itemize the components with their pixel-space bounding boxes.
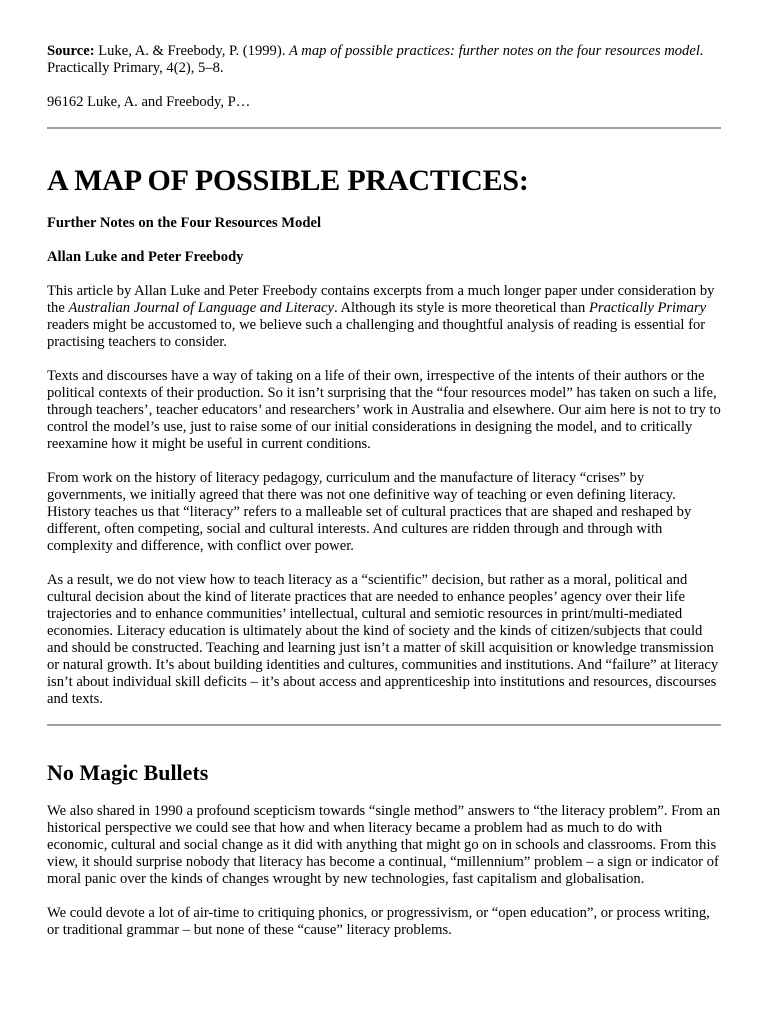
article-subtitle: Further Notes on the Four Resources Model [47, 215, 322, 231]
section-paragraph: We also shared in 1990 a profound scepticism towards “single method” answers to “the literacy problem”. From an historical perspective we could see that how and when literacy became a problem had as much to do with economic, cultural and social change as it did with anything that might go on in schools and classrooms. From this view, it should surprise nobody that literacy has become a continual, “millennium” problem – a sign or indicator of moral panic over the kinds of changes wrought by new technologies, fast capitalism and globalisation. [47, 803, 721, 887]
intro-text-3: readers might be accustomed to, we believe such a challenging and thoughtful analysis of reading is essential for practising teachers to consider. [47, 317, 706, 350]
body-paragraph: As a result, we do not view how to teach literacy as a “scientific” decision, but rather as a moral, political and cultural decision about the kind of literate practices that are needed to enhance peoples’ agency over their life trajectories and to enhance communities’ intellectual, cultural and semiotic resources in print/multi-mediated economies. Literacy education is ultimately about the kind of society and the kinds of citizen/subjects that could and should be constructed. Teaching and learning just isn’t a matter of skill acquisition or knowledge transmission or natural growth. It’s about building identities and cultures, communities and institutions. And “failure” at literacy isn’t about individual skill deficits – it’s about access and apprenticeship into institutions and resources, discourses and texts. [47, 572, 719, 707]
article-authors: Allan Luke and Peter Freebody [47, 249, 244, 265]
intro-magazine: Practically Primary [588, 300, 707, 316]
section-heading: No Magic Bullets [47, 760, 209, 785]
source-authors-year: Luke, A. & Freebody, P. (1999). [94, 43, 289, 59]
body-paragraph: From work on the history of literacy pedagogy, curriculum and the manufacture of literacy “crises” by governments, we initially agreed that there was not one definitive way of teaching or even defining literacy. History teaches us that “literacy” refers to a malleable set of cultural practices that are shaped and reshaped by different, often competing, social and cultural interests. And cultures are ridden through and through with complexity and difference, with conflict over power. [47, 470, 692, 554]
reference-id: 96162 Luke, A. and Freebody, P… [47, 94, 251, 110]
intro-paragraph [47, 283, 721, 351]
source-citation [47, 43, 721, 77]
top-divider [47, 127, 721, 129]
source-title: A map of possible practices: further notes on the four resources model. [289, 43, 704, 59]
intro-text-1: This article by Allan Luke and Peter Freebody contains excerpts from a much longer paper under consideration by the [47, 283, 715, 316]
body-paragraph: Texts and discourses have a way of taking on a life of their own, irrespective of the intents of their authors or the political contexts of their production. So it isn’t surprising that the “four resources model” has taken on such a life, through teachers’, teacher educators’ and researchers’ work in Australia and elsewhere. Our aim here is not to try to control the model’s use, just to raise some of our initial considerations in designing the model, and to critically reexamine how it might be useful in current conditions. [47, 368, 721, 452]
article-title: A MAP OF POSSIBLE PRACTICES: [47, 164, 529, 197]
section-divider [47, 724, 721, 726]
section-paragraph: We could devote a lot of air-time to critiquing phonics, or progressivism, or “open education”, or process writing, or traditional grammar – but none of these “cause” literacy problems. [47, 905, 710, 938]
intro-journal: Australian Journal of Language and Literacy [68, 300, 335, 316]
source-label: Source: [47, 43, 95, 59]
source-journal: Practically Primary, 4(2), 5–8. [47, 60, 224, 76]
intro-text-2: . Although its style is more theoretical than [334, 300, 589, 316]
